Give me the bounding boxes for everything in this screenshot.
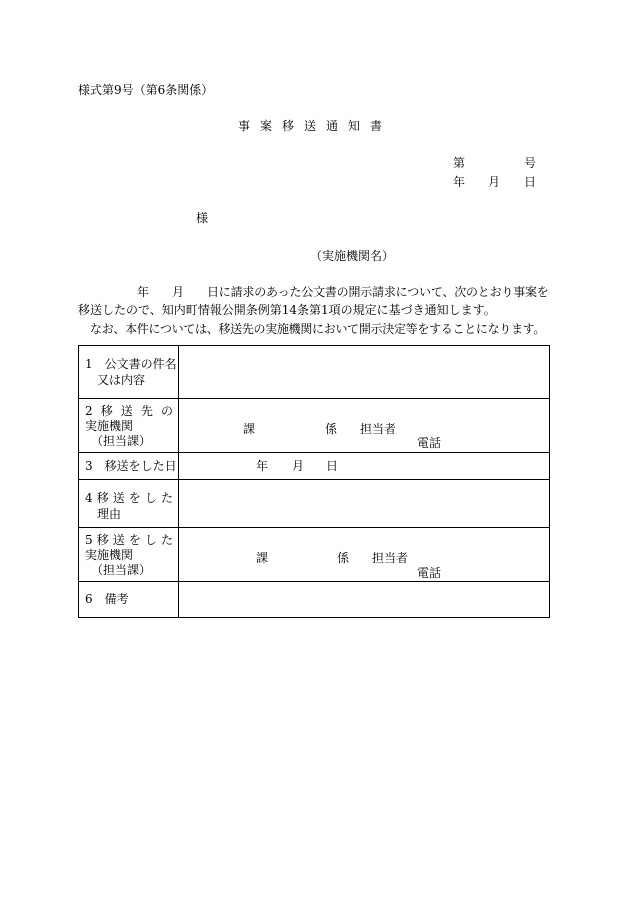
- value-cell-transferring-agency: [179, 528, 550, 582]
- table-row: [79, 582, 550, 618]
- row5-denwa: 電話: [417, 566, 442, 580]
- row5-char: 送: [112, 533, 125, 547]
- body-month: 月: [172, 285, 185, 299]
- label-cell-remarks: [79, 582, 179, 618]
- row2-tantou: 担当者: [360, 422, 397, 436]
- body-line-1: 日に請求のあった公文書の開示請求について、次のとおり事案を: [207, 285, 549, 299]
- table-row: [79, 480, 550, 528]
- row5-char: を: [128, 533, 141, 547]
- row5-label-line2: （担当課）: [85, 563, 152, 577]
- row1-label-line2: 又は内容: [85, 373, 146, 387]
- label-cell-destination: [79, 399, 179, 453]
- table-row: [79, 346, 550, 399]
- date-month: 月: [488, 175, 501, 189]
- row4-char: た: [160, 491, 173, 505]
- row4-char: 4: [85, 491, 93, 505]
- row4-char: 移: [96, 491, 109, 505]
- row4-label-spread: [85, 492, 173, 504]
- value-cell-reason: [179, 480, 550, 528]
- row3-month: 月: [292, 459, 305, 473]
- row3-label: 3 移送をした日: [85, 459, 177, 473]
- table-row: [79, 453, 550, 480]
- row2-char: 先: [140, 404, 153, 418]
- row2-label-line2: （担当課）: [85, 434, 152, 448]
- doc-number-suffix: 号: [524, 156, 537, 170]
- row5-tantou: 担当者: [372, 551, 409, 565]
- row5-kakari: 係: [337, 551, 350, 565]
- date-day: 日: [524, 175, 537, 189]
- row3-day: 日: [326, 459, 339, 473]
- date-year: 年: [453, 175, 466, 189]
- row4-char: 送: [112, 491, 125, 505]
- value-cell-destination: [179, 399, 550, 453]
- row2-label-spread: [85, 405, 173, 417]
- row5-char: 5: [85, 533, 93, 547]
- form-number: 様式第9号（第6条関係）: [78, 83, 214, 97]
- value-cell-document-name: [179, 346, 550, 399]
- row1-label-line1: 1 公文書の件名: [85, 357, 177, 371]
- row4-label-line1: 理由: [85, 507, 122, 521]
- row5-char: し: [144, 533, 157, 547]
- row2-char: 送: [120, 404, 133, 418]
- row2-char: の: [160, 404, 173, 418]
- label-cell-reason: [79, 480, 179, 528]
- body-year: 年: [137, 285, 150, 299]
- row2-char: 2: [85, 404, 93, 418]
- row4-char: を: [128, 491, 141, 505]
- table-row: [79, 399, 550, 453]
- row5-char: 移: [96, 533, 109, 547]
- table-row: [79, 528, 550, 582]
- row4-char: し: [144, 491, 157, 505]
- row5-char: た: [160, 533, 173, 547]
- row5-label-line1: 実施機関: [85, 548, 134, 562]
- addressee-suffix: 様: [196, 211, 209, 225]
- label-cell-document-name: [79, 346, 179, 399]
- row5-label-spread: [85, 534, 173, 546]
- row2-label-line1: 実施機関: [85, 419, 134, 433]
- value-cell-transfer-date: [179, 453, 550, 480]
- label-cell-transfer-date: [79, 453, 179, 480]
- row3-year: 年: [256, 459, 269, 473]
- label-cell-transferring-agency: [79, 528, 179, 582]
- row2-kakari: 係: [325, 422, 338, 436]
- row2-char: 移: [100, 404, 113, 418]
- body-line-2: 移送したので、知内町情報公開条例第14条第1項の規定に基づき通知します。: [78, 303, 496, 317]
- row5-ka: 課: [256, 551, 269, 565]
- row6-label: 6 備考: [85, 592, 129, 606]
- row2-denwa: 電話: [417, 436, 442, 450]
- value-cell-remarks: [179, 582, 550, 618]
- doc-number-prefix: 第: [453, 156, 466, 170]
- sender-name: （実施機関名）: [310, 249, 395, 263]
- document-title: 事案移送通知書: [238, 119, 393, 133]
- transfer-details-table: [78, 345, 550, 618]
- body-line-3: なお、本件については、移送先の実施機関において開示決定等をすることになります。: [90, 322, 546, 336]
- row2-ka: 課: [243, 422, 256, 436]
